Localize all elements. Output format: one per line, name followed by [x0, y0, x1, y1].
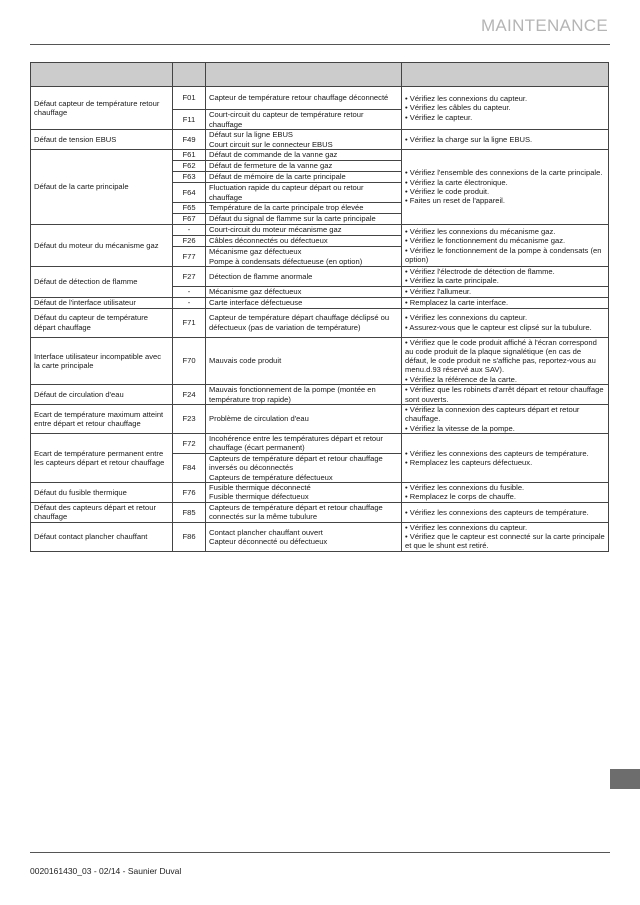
cause-line: Défaut de fermeture de la vanne gaz	[209, 161, 333, 171]
solution-line: • Vérifiez les connexions du capteur.	[405, 94, 528, 104]
fault-solution	[402, 87, 609, 130]
fault-code-table	[30, 62, 609, 552]
table-row	[31, 87, 609, 110]
fault-code: F84	[173, 453, 206, 482]
fault-label: Interface utilisateur incompatible avec la carte principale	[31, 337, 173, 384]
fault-label: Ecart de température maximum atteint entre départ et retour chauffage	[31, 405, 173, 434]
fault-cause	[206, 130, 402, 150]
fault-solution	[402, 502, 609, 522]
fault-cause	[206, 203, 402, 214]
fault-cause	[206, 183, 402, 203]
table-header-row	[31, 63, 609, 87]
fault-code: -	[173, 297, 206, 308]
fault-code: F24	[173, 385, 206, 405]
fault-cause	[206, 110, 402, 130]
cause-line: Capteurs de température départ et retour chauffage connectés sur la même tubulure	[209, 503, 383, 522]
fault-code: F65	[173, 203, 206, 214]
fault-label: Défaut de la carte principale	[31, 150, 173, 225]
footer-rule	[30, 852, 610, 853]
table-row	[31, 225, 609, 236]
fault-code: F62	[173, 161, 206, 172]
fault-code: F72	[173, 433, 206, 453]
fault-code: F26	[173, 236, 206, 247]
solution-line: • Vérifiez la carte électronique.	[405, 177, 508, 187]
fault-cause	[206, 225, 402, 236]
solution-line: • Vérifiez le fonctionnement du mécanisme gaz.	[405, 236, 566, 246]
footer-text: 0020161430_03 - 02/14 - Saunier Duval	[30, 866, 182, 876]
cause-line: Capteur de température retour chauffage déconnecté	[209, 93, 389, 103]
cause-line: Mauvais code produit	[209, 356, 282, 366]
table-row	[31, 297, 609, 308]
solution-line: • Vérifiez les câbles du capteur.	[405, 103, 511, 113]
solution-line: • Remplacez la carte interface.	[405, 297, 509, 307]
table-row	[31, 267, 609, 287]
fault-code: F49	[173, 130, 206, 150]
cause-line: Capteurs de température défectueux	[209, 472, 333, 482]
fault-cause	[206, 150, 402, 161]
solution-line: • Faites un reset de l'appareil.	[405, 196, 505, 206]
fault-solution	[402, 267, 609, 287]
fault-cause	[206, 337, 402, 384]
table-row	[31, 433, 609, 453]
cause-line: Défaut de commande de la vanne gaz	[209, 150, 338, 160]
solution-line: • Vérifiez que les robinets d'arrêt départ et retour chauffage sont ouverts.	[405, 385, 604, 404]
fault-code: F71	[173, 308, 206, 337]
fault-solution	[402, 405, 609, 434]
fault-cause	[206, 214, 402, 225]
fault-label: Défaut du moteur du mécanisme gaz	[31, 225, 173, 267]
fault-cause	[206, 482, 402, 502]
fault-code: -	[173, 286, 206, 297]
cause-line: Capteurs de température départ et retour chauffage inversés ou déconnectés	[209, 453, 383, 473]
fault-solution	[402, 286, 609, 297]
fault-solution	[402, 482, 609, 502]
fault-cause	[206, 433, 402, 453]
solution-line: • Vérifiez que le code produit affiché à l'écran correspond au code produit de la plaque signalétique (en cas de défaut, le code produit ne s'affiche pas, reportez-vous au menu.d.93 réservé aux SAV).	[405, 337, 597, 375]
solution-line: • Vérifiez la référence de la carte.	[405, 374, 517, 384]
cause-line: Câbles déconnectés ou défectueux	[209, 236, 328, 246]
fault-code: F64	[173, 183, 206, 203]
cause-line: Détection de flamme anormale	[209, 271, 313, 281]
fault-code: F27	[173, 267, 206, 287]
fault-solution	[402, 297, 609, 308]
solution-line: • Vérifiez les connexions du capteur.	[405, 522, 528, 532]
table-row	[31, 405, 609, 434]
table-row	[31, 150, 609, 161]
fault-code: F67	[173, 214, 206, 225]
fault-solution	[402, 385, 609, 405]
fault-cause	[206, 405, 402, 434]
cause-line: Fluctuation rapide du capteur départ ou retour chauffage	[209, 183, 364, 202]
fault-label: Défaut de tension EBUS	[31, 130, 173, 150]
fault-code: F70	[173, 337, 206, 384]
header-code	[173, 63, 206, 87]
solution-line: • Vérifiez la charge sur la ligne EBUS.	[405, 134, 533, 144]
fault-cause	[206, 453, 402, 482]
fault-label: Ecart de température permanent entre les capteurs départ et retour chauffage	[31, 433, 173, 482]
solution-line: • Vérifiez le code produit.	[405, 187, 490, 196]
fault-cause	[206, 522, 402, 551]
table-row	[31, 130, 609, 150]
header-rule	[30, 44, 610, 45]
solution-line: • Vérifiez les connexions du mécanisme gaz.	[405, 226, 556, 236]
fault-label: Défaut contact plancher chauffant	[31, 522, 173, 551]
fault-code: F11	[173, 110, 206, 130]
fault-label: Défaut du capteur de température départ chauffage	[31, 308, 173, 337]
cause-line: Capteur de température départ chauffage déclipsé ou défectueux (pas de variation de température)	[209, 313, 390, 332]
cause-line: Mécanisme gaz défectueux	[209, 247, 302, 257]
solution-line: • Vérifiez les connexions des capteurs de température.	[405, 507, 589, 517]
header-fault	[31, 63, 173, 87]
fault-solution	[402, 433, 609, 482]
table-row	[31, 502, 609, 522]
fault-solution	[402, 337, 609, 384]
table-body	[31, 87, 609, 552]
section-title: MAINTENANCE	[480, 16, 608, 35]
solution-line: • Vérifiez la carte principale.	[405, 276, 499, 286]
fault-code: F63	[173, 172, 206, 183]
solution-line: • Vérifiez la vitesse de la pompe.	[405, 423, 515, 433]
cause-line: Mécanisme gaz défectueux	[209, 286, 302, 296]
fault-cause	[206, 286, 402, 297]
solution-line: • Assurez-vous que le capteur est clipsé sur la tubulure.	[405, 322, 592, 332]
cause-line: Problème de circulation d'eau	[209, 414, 309, 424]
cause-line: Défaut de mémoire de la carte principale	[209, 172, 346, 182]
fault-label: Défaut de l'interface utilisateur	[31, 297, 173, 308]
fault-cause	[206, 385, 402, 405]
solution-line: • Vérifiez la connexion des capteurs départ et retour chauffage.	[405, 405, 580, 424]
cause-line: Pompe à condensats défectueuse (en option)	[209, 256, 363, 266]
table-row	[31, 337, 609, 384]
cause-line: Court circuit sur le connecteur EBUS	[209, 139, 333, 149]
fault-cause	[206, 247, 402, 267]
fault-cause	[206, 161, 402, 172]
fault-solution	[402, 150, 609, 225]
solution-line: • Vérifiez l'allumeur.	[405, 286, 472, 296]
table-row	[31, 385, 609, 405]
fault-cause	[206, 87, 402, 110]
cause-line: Fusible thermique défectueux	[209, 492, 309, 502]
solution-line: • Vérifiez le capteur.	[405, 112, 473, 122]
fault-cause	[206, 236, 402, 247]
cause-line: Contact plancher chauffant ouvert	[209, 527, 323, 537]
fault-code: F23	[173, 405, 206, 434]
fault-label: Défaut du fusible thermique	[31, 482, 173, 502]
header-solution	[402, 63, 609, 87]
chapter-tab	[610, 769, 640, 789]
solution-line: • Vérifiez les connexions du fusible.	[405, 483, 525, 493]
fault-solution	[402, 308, 609, 337]
fault-code: F61	[173, 150, 206, 161]
header-cause	[206, 63, 402, 87]
fault-label: Défaut de circulation d'eau	[31, 385, 173, 405]
solution-line: • Vérifiez les connexions des capteurs de température.	[405, 448, 589, 458]
solution-line: • Vérifiez l'ensemble des connexions de la carte principale.	[405, 168, 603, 178]
fault-solution	[402, 130, 609, 150]
fault-solution	[402, 225, 609, 267]
fault-code: F77	[173, 247, 206, 267]
cause-line: Défaut du signal de flamme sur la carte principale	[209, 214, 376, 224]
table-row	[31, 308, 609, 337]
fault-code: -	[173, 225, 206, 236]
solution-line: • Vérifiez le fonctionnement de la pompe à condensats (en option)	[405, 245, 602, 264]
cause-line: Défaut sur la ligne EBUS	[209, 130, 293, 140]
fault-code: F86	[173, 522, 206, 551]
fault-cause	[206, 267, 402, 287]
solution-line: • Remplacez le corps de chauffe.	[405, 492, 516, 502]
fault-label: Défaut capteur de température retour chauffage	[31, 87, 173, 130]
table-row	[31, 482, 609, 502]
solution-line: • Vérifiez que le capteur est connecté sur la carte principale et que le shunt est retiré.	[405, 532, 605, 551]
cause-line: Carte interface défectueuse	[209, 297, 303, 307]
cause-line: Température de la carte principale trop élevée	[209, 203, 364, 213]
cause-line: Incohérence entre les températures départ et retour chauffage (écart permanent)	[209, 434, 383, 453]
fault-cause	[206, 502, 402, 522]
solution-line: • Remplacez les capteurs défectueux.	[405, 457, 533, 467]
cause-line: Mauvais fonctionnement de la pompe (montée en température trop rapide)	[209, 385, 376, 404]
cause-line: Court-circuit du moteur mécanisme gaz	[209, 225, 342, 235]
fault-cause	[206, 172, 402, 183]
cause-line: Fusible thermique déconnecté	[209, 483, 311, 493]
fault-label: Défaut des capteurs départ et retour chauffage	[31, 502, 173, 522]
fault-solution	[402, 522, 609, 551]
cause-line: Capteur déconnecté ou défectueux	[209, 536, 328, 546]
fault-code: F76	[173, 482, 206, 502]
fault-code: F85	[173, 502, 206, 522]
fault-cause	[206, 308, 402, 337]
solution-line: • Vérifiez l'électrode de détection de flamme.	[405, 267, 555, 276]
table-row	[31, 522, 609, 551]
fault-code: F01	[173, 87, 206, 110]
solution-line: • Vérifiez les connexions du capteur.	[405, 313, 528, 323]
fault-label: Défaut de détection de flamme	[31, 267, 173, 298]
cause-line: Court-circuit du capteur de température retour chauffage	[209, 110, 364, 129]
fault-cause	[206, 297, 402, 308]
